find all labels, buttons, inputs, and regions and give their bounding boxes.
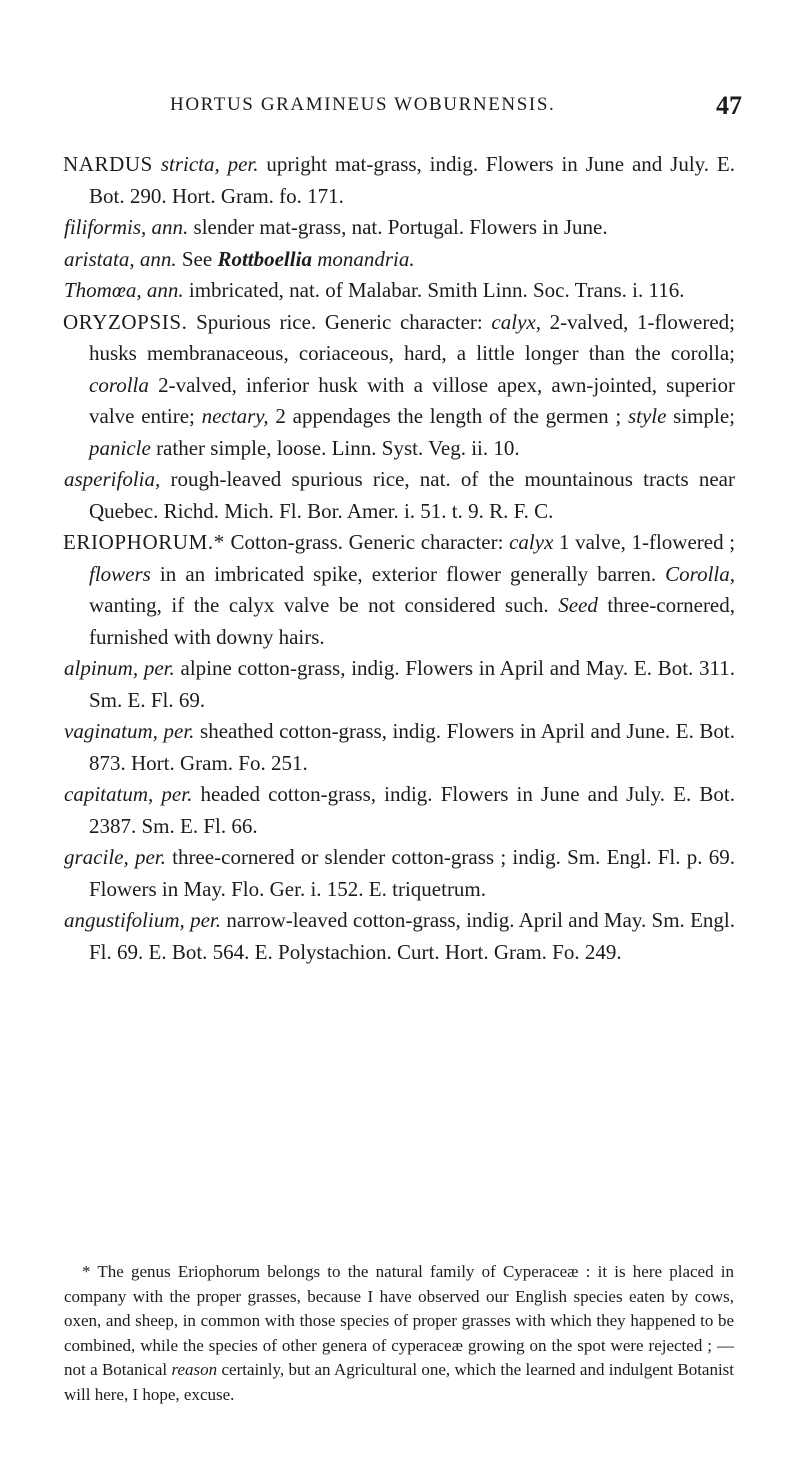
entry-text: headed cotton-grass, indig. Flowers in June and July. E. Bot. 2387. Sm. E. Fl. 66. [89,782,736,838]
character-term: nectary, [201,404,269,428]
duration: per. [134,845,166,869]
species-entry [0,779,735,842]
character-term: Seed [558,593,598,617]
footnote-text: * The genus Eriophorum belongs to the natural family of Cyperaceæ : it is here placed in company with the proper grasses, because I have observed our English species eaten by cows, oxen, and sheep, in common with those species of proper grasses with which they happened to be combined, while the species of other genera of cyperaceæ growing on the spot were rejected ; — not a Botanical [64,1262,734,1380]
character-term: panicle [89,435,151,460]
entry-text: alpine cotton-grass, indig. Flowers in April and May. E. Bot. 311. Sm. E. Fl. 69. [89,656,736,712]
duration: ann. [139,246,177,271]
character-term: corolla [89,372,149,397]
entry-text: slender mat-grass, nat. Portugal. Flowers in June. [193,215,608,239]
entry-text: 1 valve, 1-flowered ; [559,530,736,554]
species-name: capitatum, [64,782,154,806]
species-entry [0,212,735,244]
species-name: asperifolia, [64,467,161,491]
species-name: stricta, [160,152,220,176]
entry-text: rather simple, loose. Linn. Syst. Veg. ii. 10. [156,435,520,460]
entry-text: 2-valved, inferior husk with a villose apex, awn-jointed, superior valve entire; [89,372,735,428]
character-term: flowers [89,561,151,586]
species-name: gracile, [64,845,129,869]
entry-text: See [181,246,213,271]
duration: per. [227,152,259,176]
duration: per. [190,908,221,932]
entry-text: Spurious rice. Generic character: [196,309,483,334]
entry-text: rough-leaved spurious rice, nat. of the mountainous tracts near Quebec. Richd. Mich. Fl. Bor. Amer. i. 51. t. 9. R. F. C. [89,467,736,523]
species-entry [0,905,735,968]
duration: ann. [151,215,189,239]
species-name: Thomœa, [64,278,142,302]
duration: per. [143,656,175,680]
entry-text: sheathed cotton-grass, indig. Flowers in April and June. E. Bot. 873. Hort. Gram. Fo. 251. [89,719,736,775]
species-name: angustifolium, [64,908,185,932]
cross-reference-species: monandria. [317,246,415,271]
footnote-emphasis: reason [171,1360,218,1380]
species-entry [0,653,735,716]
footnote-text: certainly, but an Agricultural one, which the learned and indulgent Botanist will here, I hope, excuse. [64,1360,735,1404]
species-name: vaginatum, [64,719,158,743]
entry-text: upright mat-grass, indig. Flowers in June and July. E. Bot. 290. Hort. Gram. fo. 171. [89,152,735,208]
entry-text: three-cornered, furnished with downy hairs. [89,593,736,649]
entry-text: in an imbricated spike, exterior flower generally barren. [159,561,657,586]
duration: ann. [146,278,184,302]
species-entry [0,842,735,905]
duration: per. [163,719,195,743]
entry-text: simple; [673,404,736,428]
entry-text: three-cornered or slender cotton-grass ; indig. Sm. Engl. Fl. p. 69. Flowers in May. Flo. Ger. i. 152. E. triquetrum. [89,845,735,901]
character-term: calyx [509,530,554,554]
footnote [64,1260,734,1408]
cross-reference-genus: Rottboellia [217,246,312,271]
species-entry [0,244,735,276]
species-entry [0,716,735,779]
entry-text: narrow-leaved cotton-grass, indig. April and May. Sm. Engl. Fl. 69. E. Bot. 564. E. Polystachion. Curt. Hort. Gram. Fo. 249. [89,908,736,964]
duration: per. [161,782,193,806]
species-entry [0,464,735,527]
genus-entry-oryzopsis [0,307,735,465]
entry-text: 2 appendages the length of the germen ; [275,404,622,428]
species-name: aristata, [64,246,135,271]
genus-name: NARDUS [63,152,153,176]
character-term: style [627,404,667,428]
running-title: HORTUS GRAMINEUS WOBURNENSIS. [170,94,556,115]
genus-entry-nardus [0,149,735,212]
entry-text: imbricated, nat. of Malabar. Smith Linn. Soc. Trans. i. 116. [188,278,685,302]
running-head [0,91,800,124]
body-text [0,149,800,968]
character-term: calyx, [491,309,541,334]
species-name: alpinum, [64,656,139,680]
entry-text: 2-valved, 1-flowered; husks membranaceous, coriaceous, hard, a little longer than the corolla; [89,309,735,365]
entry-text: wanting, if the calyx valve be not considered such. [89,593,549,617]
species-entry [0,275,735,307]
genus-entry-eriophorum [0,527,735,653]
entry-text: Cotton-grass. Generic character: [230,530,504,554]
species-name: filiformis, [64,215,147,239]
page-number: 47 [716,91,742,120]
genus-name: ERIOPHORUM.* [63,530,225,554]
character-term: Corolla, [665,561,735,586]
genus-name: ORYZOPSIS. [63,309,188,334]
